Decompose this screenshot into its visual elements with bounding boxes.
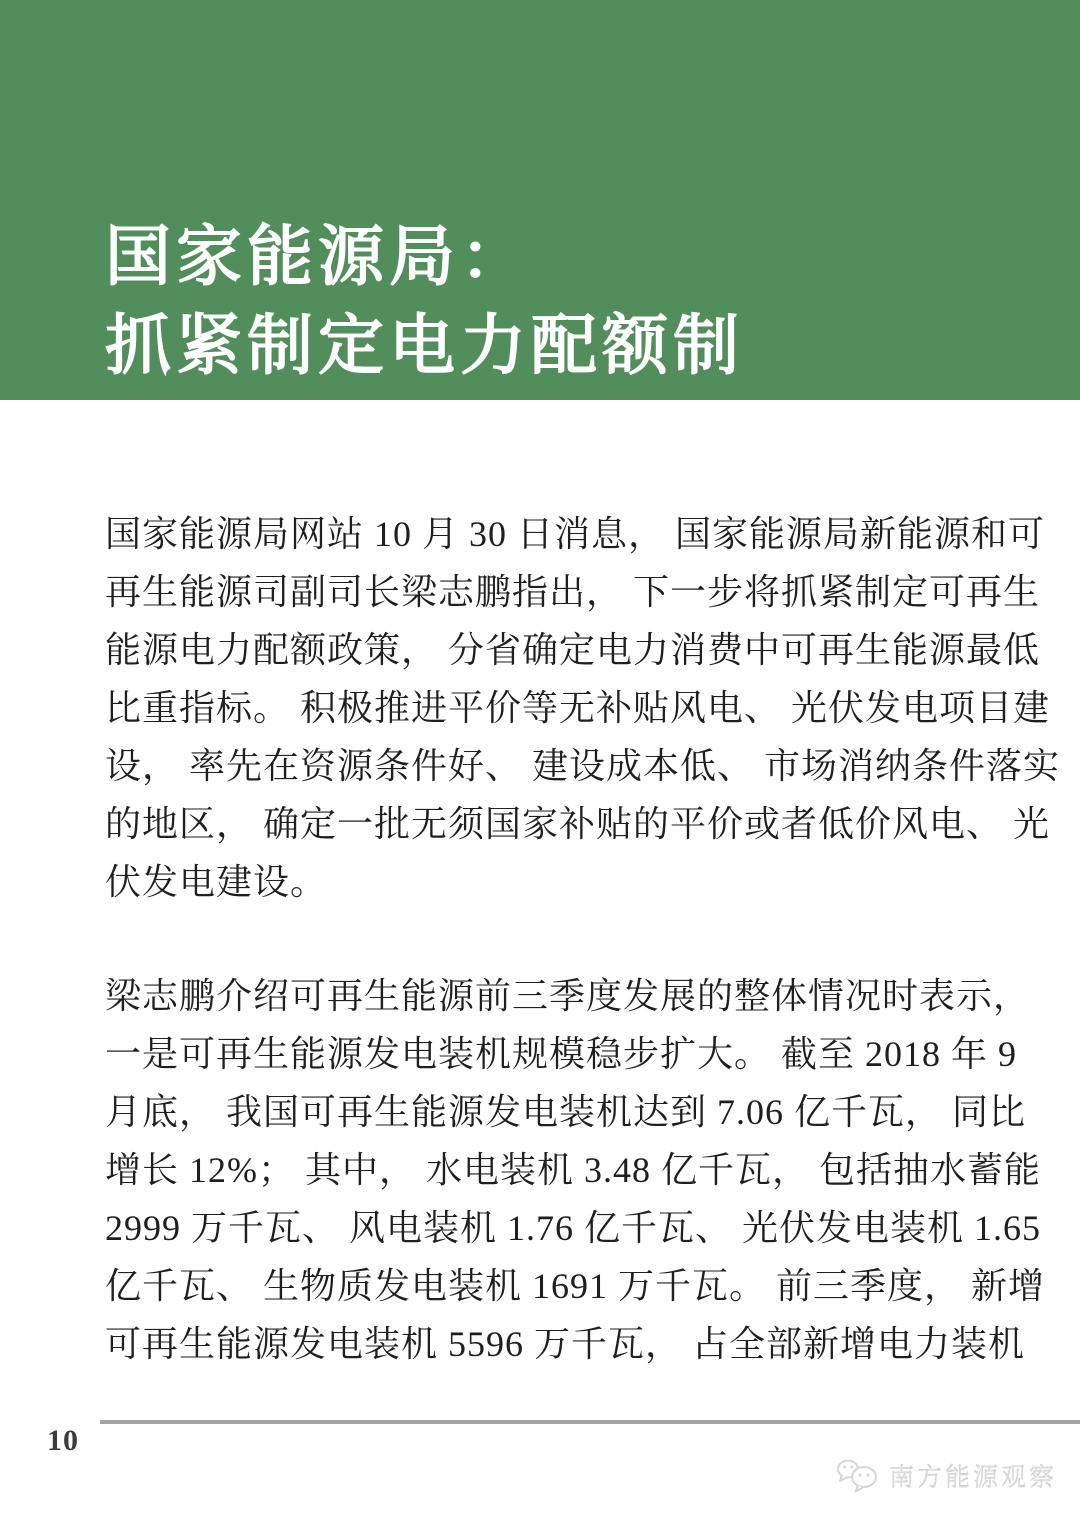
brand-watermark — [836, 1458, 1057, 1494]
article-text-line: 国家能源局网站 10 月 30 日消息， 国家能源局新能源和可 — [105, 514, 1046, 554]
article-body — [105, 505, 1061, 1373]
article-paragraph — [105, 967, 1046, 1373]
page-number: 10 — [47, 1424, 79, 1457]
article-text-line: 增长 12%； 其中， 水电装机 3.48 亿千瓦， 包括抽水蓄能 — [105, 1150, 1041, 1190]
article-text-line: 再生能源司副司长梁志鹏指出， 下一步将抓紧制定可再生 — [105, 572, 1041, 612]
article-text-line: 月底， 我国可再生能源发电装机达到 7.06 亿千瓦， 同比 — [105, 1092, 1027, 1132]
article-text-line: 比重指标。 积极推进平价等无补贴风电、 光伏发电项目建 — [105, 688, 1051, 728]
article-text-line: 2999 万千瓦、 风电装机 1.76 亿千瓦、 光伏发电装机 1.65 — [105, 1208, 1042, 1248]
wechat-bubbles-icon — [836, 1458, 880, 1494]
article-text-line: 伏发电建设。 — [105, 862, 328, 902]
brand-label: 南方能源观察 — [889, 1465, 1058, 1492]
article-title-line-2: 抓紧制定电力配额制 — [105, 310, 744, 383]
title-banner — [0, 0, 1080, 400]
article-text-line: 梁志鹏介绍可再生能源前三季度发展的整体情况时表示， — [105, 976, 1031, 1016]
article-paragraph — [105, 505, 1061, 911]
article-text-line: 可再生能源发电装机 5596 万千瓦， 占全部新增电力装机 — [105, 1324, 1026, 1364]
article-title — [105, 213, 744, 391]
article-text-line: 能源电力配额政策， 分省确定电力消费中可再生能源最低 — [105, 630, 1041, 670]
article-text-line: 一是可再生能源发电装机规模稳步扩大。 截至 2018 年 9 — [105, 1034, 1018, 1074]
article-text-line: 设， 率先在资源条件好、 建设成本低、 市场消纳条件落实 — [105, 746, 1061, 786]
footer-divider — [100, 1420, 1080, 1424]
article-text-line: 的地区， 确定一批无须国家补贴的平价或者低价风电、 光 — [105, 804, 1051, 844]
article-text-line: 亿千瓦、 生物质发电装机 1691 万千瓦。 前三季度， 新增 — [105, 1266, 1046, 1306]
article-title-line-1: 国家能源局： — [105, 221, 531, 294]
